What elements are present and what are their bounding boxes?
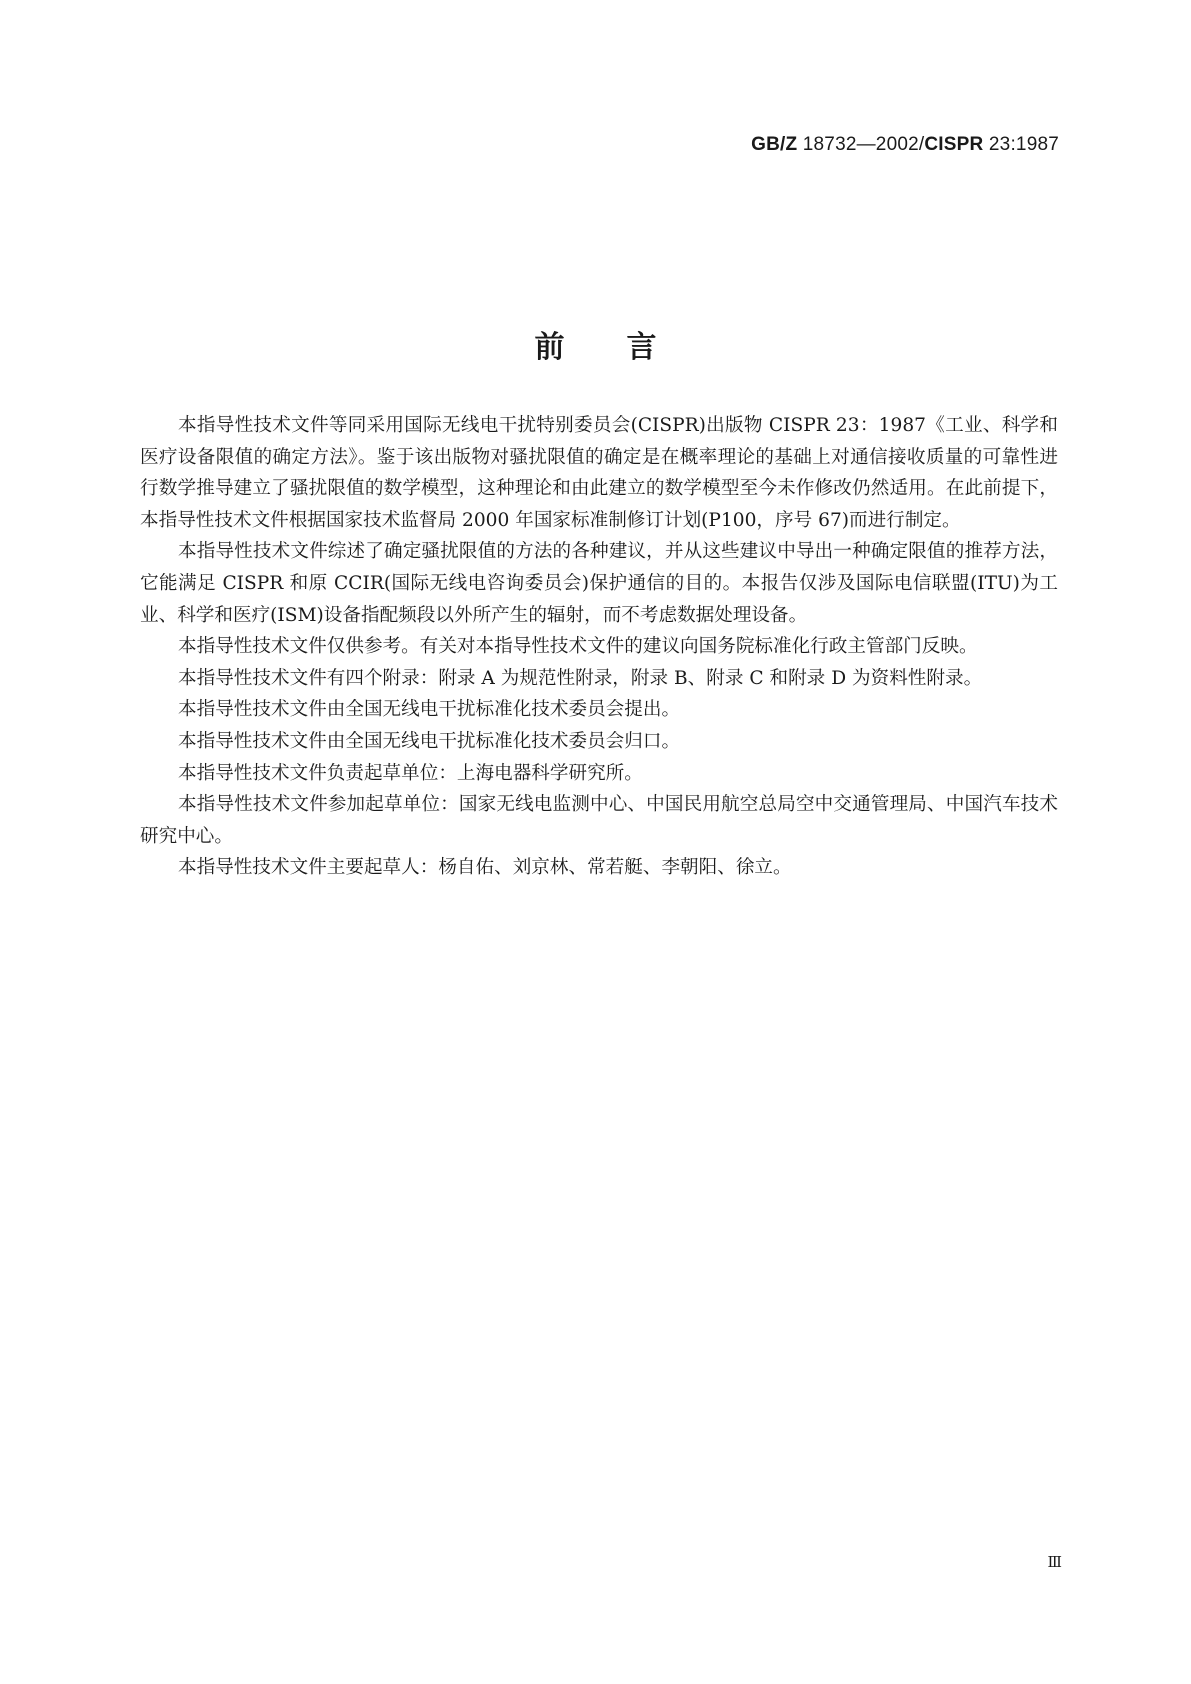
foreword-body [140,410,1058,884]
paragraph-annexes: 本指导性技术文件有四个附录：附录 A 为规范性附录，附录 B、附录 C 和附录 D 为资料性附录。 [178,667,983,689]
paragraph-drafting-unit: 本指导性技术文件负责起草单位：上海电器科学研究所。 [178,762,643,784]
code-number: 18732—2002/ [797,134,925,155]
paragraph-summary: 本指导性技术文件综述了确定骚扰限值的方法的各种建议，并从这些建议中导出一种确定限值的推荐方法，它能满足 CISPR 和原 CCIR(国际无线电咨询委员会)保护通信的目的。本报告仅涉及国际电信联盟(ITU)为工业、科学和医疗(ISM)设备指配频段以外所产生的辐射，而不考虑数据处理设备。 [140,541,1058,626]
code-suffix: 23:1987 [983,134,1059,155]
code-cispr: CISPR [924,134,984,155]
page-title: 前言 [534,330,719,365]
paragraph-centralized-by: 本指导性技术文件由全国无线电干扰标准化技术委员会归口。 [178,730,681,752]
paragraph-participating-units: 本指导性技术文件参加起草单位：国家无线电监测中心、中国民用航空总局空中交通管理局、中国汽车技术研究中心。 [140,794,1058,847]
paragraph-drafters: 本指导性技术文件主要起草人：杨自佑、刘京林、常若艇、李朝阳、徐立。 [178,857,792,879]
code-prefix: GB/Z [751,134,798,155]
paragraph-reference: 本指导性技术文件仅供参考。有关对本指导性技术文件的建议向国务院标准化行政主管部门反映。 [178,636,978,658]
document-code [751,134,1059,156]
paragraph-proposed-by: 本指导性技术文件由全国无线电干扰标准化技术委员会提出。 [178,699,681,721]
page-number: Ⅲ [1047,1553,1062,1571]
paragraph-adoption: 本指导性技术文件等同采用国际无线电干扰特别委员会(CISPR)出版物 CISPR 23：1987《工业、科学和医疗设备限值的确定方法》。鉴于该出版物对骚扰限值的确定是在概率理论的基础上对通信接收质量的可靠性进行数学推导建立了骚扰限值的数学模型，这种理论和由此建立的数学模型至今未作修改仍然适用。在此前提下，本指导性技术文件根据国家技术监督局 2000 年国家标准制修订计划(P100，序号 67)而进行制定。 [140,415,1058,531]
